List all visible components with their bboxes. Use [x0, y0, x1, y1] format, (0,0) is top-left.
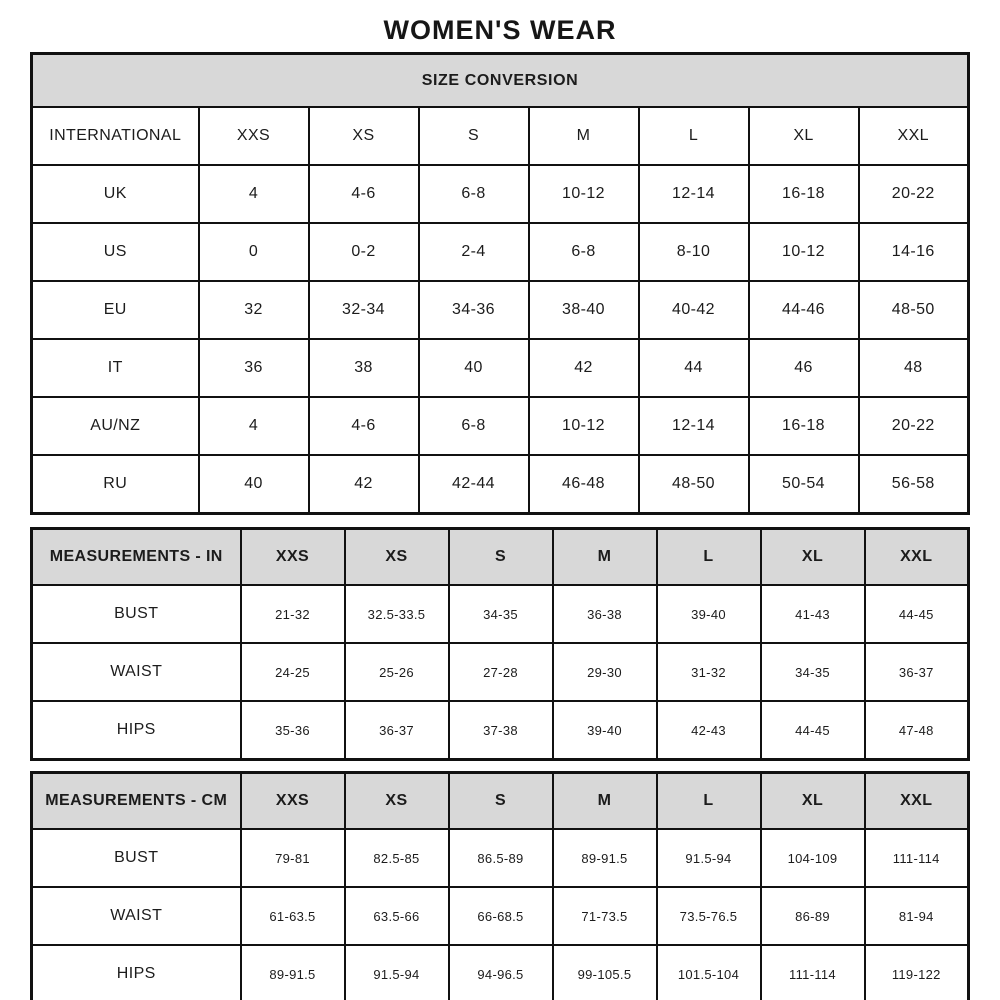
size-conversion-title: SIZE CONVERSION	[32, 54, 969, 108]
row-label: IT	[32, 339, 199, 397]
row-label: AU/NZ	[32, 397, 199, 455]
col-header-m: M	[529, 107, 639, 165]
table-row-it	[32, 339, 969, 397]
size-cell: 48	[859, 339, 969, 397]
measure-cell: 36-37	[345, 701, 449, 760]
row-label: BUST	[32, 585, 241, 643]
size-cell: 50-54	[749, 455, 859, 514]
size-cell: 12-14	[639, 165, 749, 223]
size-cell: 16-18	[749, 397, 859, 455]
row-label: WAIST	[32, 887, 241, 945]
measure-cell: 111-114	[865, 829, 969, 887]
measurements-cm-title: MEASUREMENTS - CM	[32, 773, 241, 830]
row-label: UK	[32, 165, 199, 223]
measure-cell: 89-91.5	[241, 945, 345, 1000]
size-cell: 20-22	[859, 397, 969, 455]
size-cell: 46-48	[529, 455, 639, 514]
col-header-m: M	[553, 773, 657, 830]
size-cell: 36	[199, 339, 309, 397]
size-cell: 40	[199, 455, 309, 514]
size-cell: 42-44	[419, 455, 529, 514]
measure-cell: 94-96.5	[449, 945, 553, 1000]
page-title: WOMEN'S WEAR	[383, 15, 617, 45]
measure-cell: 36-38	[553, 585, 657, 643]
col-header-xxs: XXS	[241, 773, 345, 830]
row-label: US	[32, 223, 199, 281]
size-conversion-table	[30, 52, 970, 515]
table-row-uk	[32, 165, 969, 223]
table-row-aunz	[32, 397, 969, 455]
size-cell: 40	[419, 339, 529, 397]
measure-cell: 104-109	[761, 829, 865, 887]
row-label: BUST	[32, 829, 241, 887]
size-cell: 6-8	[419, 165, 529, 223]
size-cell: 46	[749, 339, 859, 397]
measure-cell: 21-32	[241, 585, 345, 643]
row-label: HIPS	[32, 945, 241, 1000]
table-row-bust-in	[32, 585, 969, 643]
size-cell: 8-10	[639, 223, 749, 281]
measure-cell: 101.5-104	[657, 945, 761, 1000]
measure-cell: 79-81	[241, 829, 345, 887]
col-header-s: S	[419, 107, 529, 165]
measure-cell: 34-35	[761, 643, 865, 701]
measure-cell: 63.5-66	[345, 887, 449, 945]
measure-cell: 86.5-89	[449, 829, 553, 887]
col-header-l: L	[657, 529, 761, 586]
measure-cell: 86-89	[761, 887, 865, 945]
size-cell: 32-34	[309, 281, 419, 339]
size-cell: 38-40	[529, 281, 639, 339]
measure-cell: 99-105.5	[553, 945, 657, 1000]
col-header-xs: XS	[309, 107, 419, 165]
measure-cell: 25-26	[345, 643, 449, 701]
measure-cell: 66-68.5	[449, 887, 553, 945]
table-row-waist-cm	[32, 887, 969, 945]
col-header-xxl: XXL	[865, 529, 969, 586]
measure-cell: 24-25	[241, 643, 345, 701]
col-header-xxs: XXS	[241, 529, 345, 586]
size-cell: 0-2	[309, 223, 419, 281]
size-conversion-header-row	[32, 54, 969, 108]
measure-cell: 39-40	[657, 585, 761, 643]
measure-cell: 119-122	[865, 945, 969, 1000]
measure-cell: 27-28	[449, 643, 553, 701]
row-label: RU	[32, 455, 199, 514]
size-cell: 56-58	[859, 455, 969, 514]
measure-cell: 47-48	[865, 701, 969, 760]
col-header-xs: XS	[345, 529, 449, 586]
measure-cell: 71-73.5	[553, 887, 657, 945]
size-cell: 10-12	[529, 165, 639, 223]
measure-cell: 44-45	[865, 585, 969, 643]
row-label: EU	[32, 281, 199, 339]
measure-cell: 41-43	[761, 585, 865, 643]
col-header-xxl: XXL	[865, 773, 969, 830]
col-header-m: M	[553, 529, 657, 586]
size-cell: 4	[199, 397, 309, 455]
measure-cell: 36-37	[865, 643, 969, 701]
size-cell: 20-22	[859, 165, 969, 223]
size-cell: 40-42	[639, 281, 749, 339]
size-cell: 4-6	[309, 165, 419, 223]
col-header-international: INTERNATIONAL	[32, 107, 199, 165]
measure-cell: 34-35	[449, 585, 553, 643]
size-column-header-row	[32, 107, 969, 165]
col-header-s: S	[449, 529, 553, 586]
measurements-in-table	[30, 527, 970, 761]
col-header-xl: XL	[749, 107, 859, 165]
table-row-bust-cm	[32, 829, 969, 887]
measurements-cm-table	[30, 771, 970, 1000]
measurements-in-header-row	[32, 529, 969, 586]
table-row-ru	[32, 455, 969, 514]
measure-cell: 81-94	[865, 887, 969, 945]
size-cell: 48-50	[859, 281, 969, 339]
table-row-hips-cm	[32, 945, 969, 1000]
measure-cell: 82.5-85	[345, 829, 449, 887]
measurements-cm-header-row	[32, 773, 969, 830]
size-cell: 48-50	[639, 455, 749, 514]
size-cell: 4	[199, 165, 309, 223]
col-header-xxl: XXL	[859, 107, 969, 165]
measure-cell: 32.5-33.5	[345, 585, 449, 643]
measure-cell: 91.5-94	[657, 829, 761, 887]
col-header-l: L	[657, 773, 761, 830]
measure-cell: 35-36	[241, 701, 345, 760]
col-header-xl: XL	[761, 773, 865, 830]
measure-cell: 111-114	[761, 945, 865, 1000]
size-cell: 2-4	[419, 223, 529, 281]
size-cell: 10-12	[749, 223, 859, 281]
size-cell: 4-6	[309, 397, 419, 455]
measure-cell: 37-38	[449, 701, 553, 760]
size-cell: 42	[529, 339, 639, 397]
size-cell: 0	[199, 223, 309, 281]
col-header-s: S	[449, 773, 553, 830]
size-cell: 6-8	[419, 397, 529, 455]
measure-cell: 42-43	[657, 701, 761, 760]
measure-cell: 61-63.5	[241, 887, 345, 945]
size-cell: 42	[309, 455, 419, 514]
measure-cell: 44-45	[761, 701, 865, 760]
measurements-in-title: MEASUREMENTS - IN	[32, 529, 241, 586]
row-label: HIPS	[32, 701, 241, 760]
col-header-l: L	[639, 107, 749, 165]
size-cell: 10-12	[529, 397, 639, 455]
size-cell: 44	[639, 339, 749, 397]
measure-cell: 73.5-76.5	[657, 887, 761, 945]
size-cell: 6-8	[529, 223, 639, 281]
size-cell: 38	[309, 339, 419, 397]
size-cell: 16-18	[749, 165, 859, 223]
table-row-eu	[32, 281, 969, 339]
row-label: WAIST	[32, 643, 241, 701]
measure-cell: 31-32	[657, 643, 761, 701]
table-row-us	[32, 223, 969, 281]
measure-cell: 91.5-94	[345, 945, 449, 1000]
col-header-xxs: XXS	[199, 107, 309, 165]
size-cell: 34-36	[419, 281, 529, 339]
size-cell: 44-46	[749, 281, 859, 339]
col-header-xs: XS	[345, 773, 449, 830]
size-cell: 12-14	[639, 397, 749, 455]
size-cell: 32	[199, 281, 309, 339]
size-cell: 14-16	[859, 223, 969, 281]
col-header-xl: XL	[761, 529, 865, 586]
table-row-hips-in	[32, 701, 969, 760]
measure-cell: 29-30	[553, 643, 657, 701]
table-row-waist-in	[32, 643, 969, 701]
measure-cell: 39-40	[553, 701, 657, 760]
measure-cell: 89-91.5	[553, 829, 657, 887]
